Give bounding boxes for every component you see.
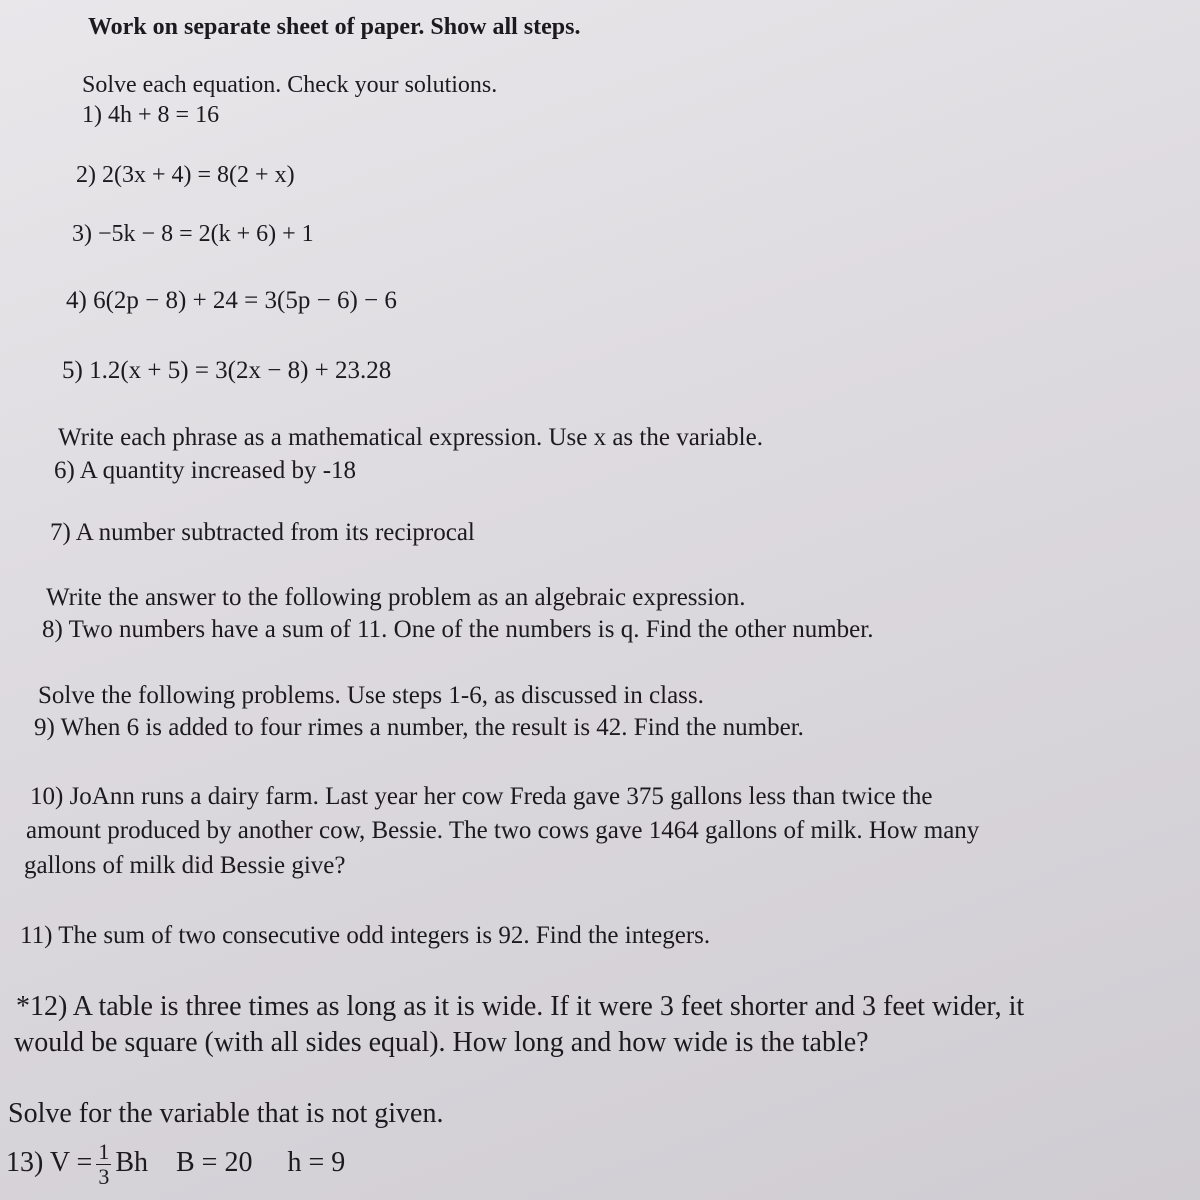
problem-5: 5) 1.2(x + 5) = 3(2x − 8) + 23.28: [62, 357, 392, 384]
problem-2: 2) 2(3x + 4) = 8(2 + x): [76, 162, 295, 188]
problem-13-label: 13) V =: [6, 1147, 93, 1179]
problem-12-line-2: would be square (with all sides equal). How long and how wide is the table?: [14, 1027, 869, 1058]
fraction-numerator: 1: [98, 1139, 110, 1164]
problem-10-line-3: gallons of milk did Bessie give?: [24, 852, 346, 879]
problem-9: 9) When 6 is added to four rimes a number, the result is 42. Find the number.: [34, 714, 804, 741]
section-heading-expressions: Write each phrase as a mathematical expression. Use x as the variable.: [58, 424, 763, 451]
problem-3: 3) −5k − 8 = 2(k + 6) + 1: [72, 221, 314, 247]
problem-13: [6, 1140, 345, 1189]
problem-8: 8) Two numbers have a sum of 11. One of the numbers is q. Find the other number.: [42, 616, 874, 643]
section-heading-solve-equations: Solve each equation. Check your solutions.: [82, 72, 498, 98]
section-heading-algebraic: Write the answer to the following problem as an algebraic expression.: [46, 584, 746, 611]
problem-6: 6) A quantity increased by -18: [54, 457, 357, 484]
problem-11: 11) The sum of two consecutive odd integers is 92. Find the integers.: [20, 922, 711, 949]
instructions-header: Work on separate sheet of paper. Show all steps.: [88, 14, 581, 40]
problem-4: 4) 6(2p − 8) + 24 = 3(5p − 6) − 6: [66, 287, 397, 314]
problem-10-line-1: 10) JoAnn runs a dairy farm. Last year her cow Freda gave 375 gallons less than twice the: [30, 783, 933, 810]
problem-10-line-2: amount produced by another cow, Bessie. The two cows gave 1464 gallons of milk. How many: [26, 817, 980, 844]
problem-7: 7) A number subtracted from its reciprocal: [50, 519, 475, 546]
section-heading-solve-variable: Solve for the variable that is not given.: [8, 1098, 444, 1129]
problem-13-rest: Bh B = 20 h = 9: [115, 1147, 346, 1179]
problem-1: 1) 4h + 8 = 16: [82, 102, 220, 128]
section-heading-word-problems: Solve the following problems. Use steps 1-6, as discussed in class.: [38, 682, 704, 709]
one-third-fraction: [96, 1140, 111, 1189]
problem-12-line-1: *12) A table is three times as long as it is wide. If it were 3 feet shorter and 3 feet wider, it: [16, 991, 1025, 1022]
fraction-denominator: 3: [98, 1164, 110, 1190]
